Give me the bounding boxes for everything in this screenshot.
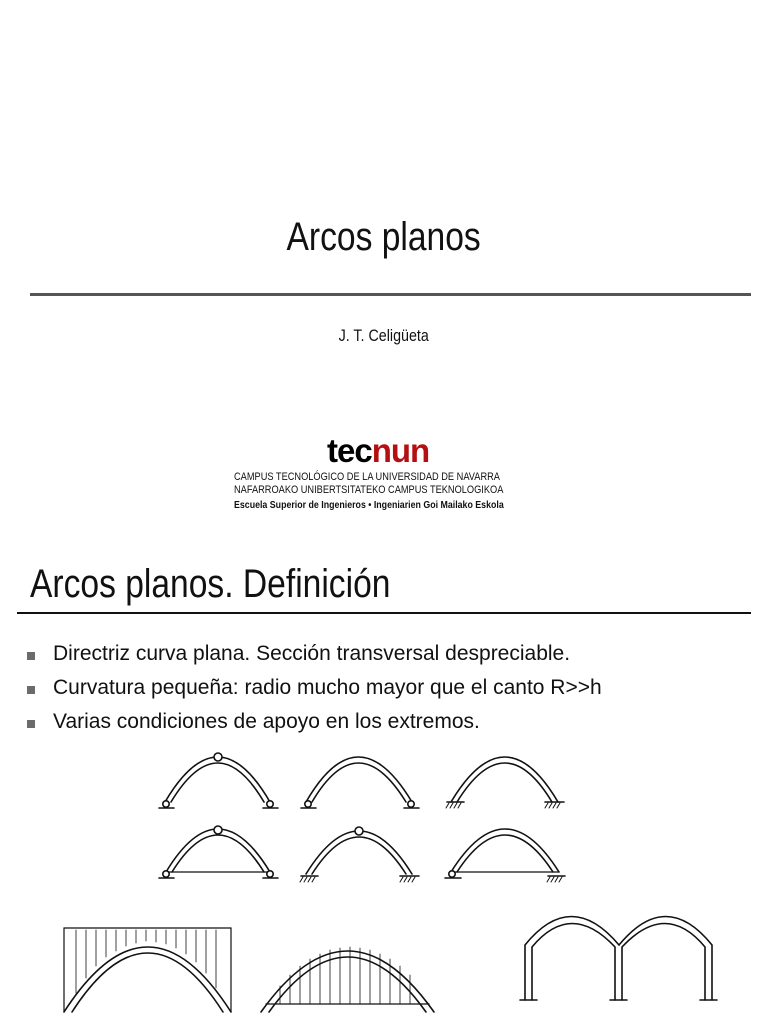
bullet-item: Curvatura pequeña: radio mucho mayor que el canto R>>h bbox=[22, 671, 602, 705]
deck-arch-bridge-diagram bbox=[64, 928, 231, 1012]
author-name: J. T. Celigüeta bbox=[338, 326, 430, 345]
logo-line-2: NAFARROAKO UNIBERTSITATEKO CAMPUS TEKNOLOGIKOA bbox=[234, 484, 504, 496]
logo-wordmark: tecnun bbox=[327, 432, 430, 469]
through-arch-bridge-diagram bbox=[261, 947, 434, 1012]
section-title: Arcos planos. Definición bbox=[30, 562, 391, 606]
slide-title: Arcos planos bbox=[286, 215, 482, 259]
hinged-fixed-arch-diagram bbox=[300, 827, 419, 882]
logo-line-1: CAMPUS TECNOLÓGICO DE LA UNIVERSIDAD DE NAVARRA bbox=[234, 471, 500, 483]
bullet-item: Directriz curva plana. Sección transversal despreciable. bbox=[22, 637, 602, 671]
tied-three-hinged-arch-diagram bbox=[159, 826, 278, 878]
double-arch-frame-diagram bbox=[520, 917, 717, 1001]
three-hinged-arch-diagram bbox=[159, 753, 278, 808]
tied-arch-diagram bbox=[445, 829, 565, 882]
fixed-arch-diagram bbox=[446, 757, 564, 808]
bullet-item: Varias condiciones de apoyo en los extremos. bbox=[22, 705, 602, 739]
two-hinged-arch-diagram bbox=[301, 757, 419, 808]
logo-line-3: Escuela Superior de Ingenieros • Ingeniarien Goi Mailako Eskola bbox=[234, 499, 504, 511]
